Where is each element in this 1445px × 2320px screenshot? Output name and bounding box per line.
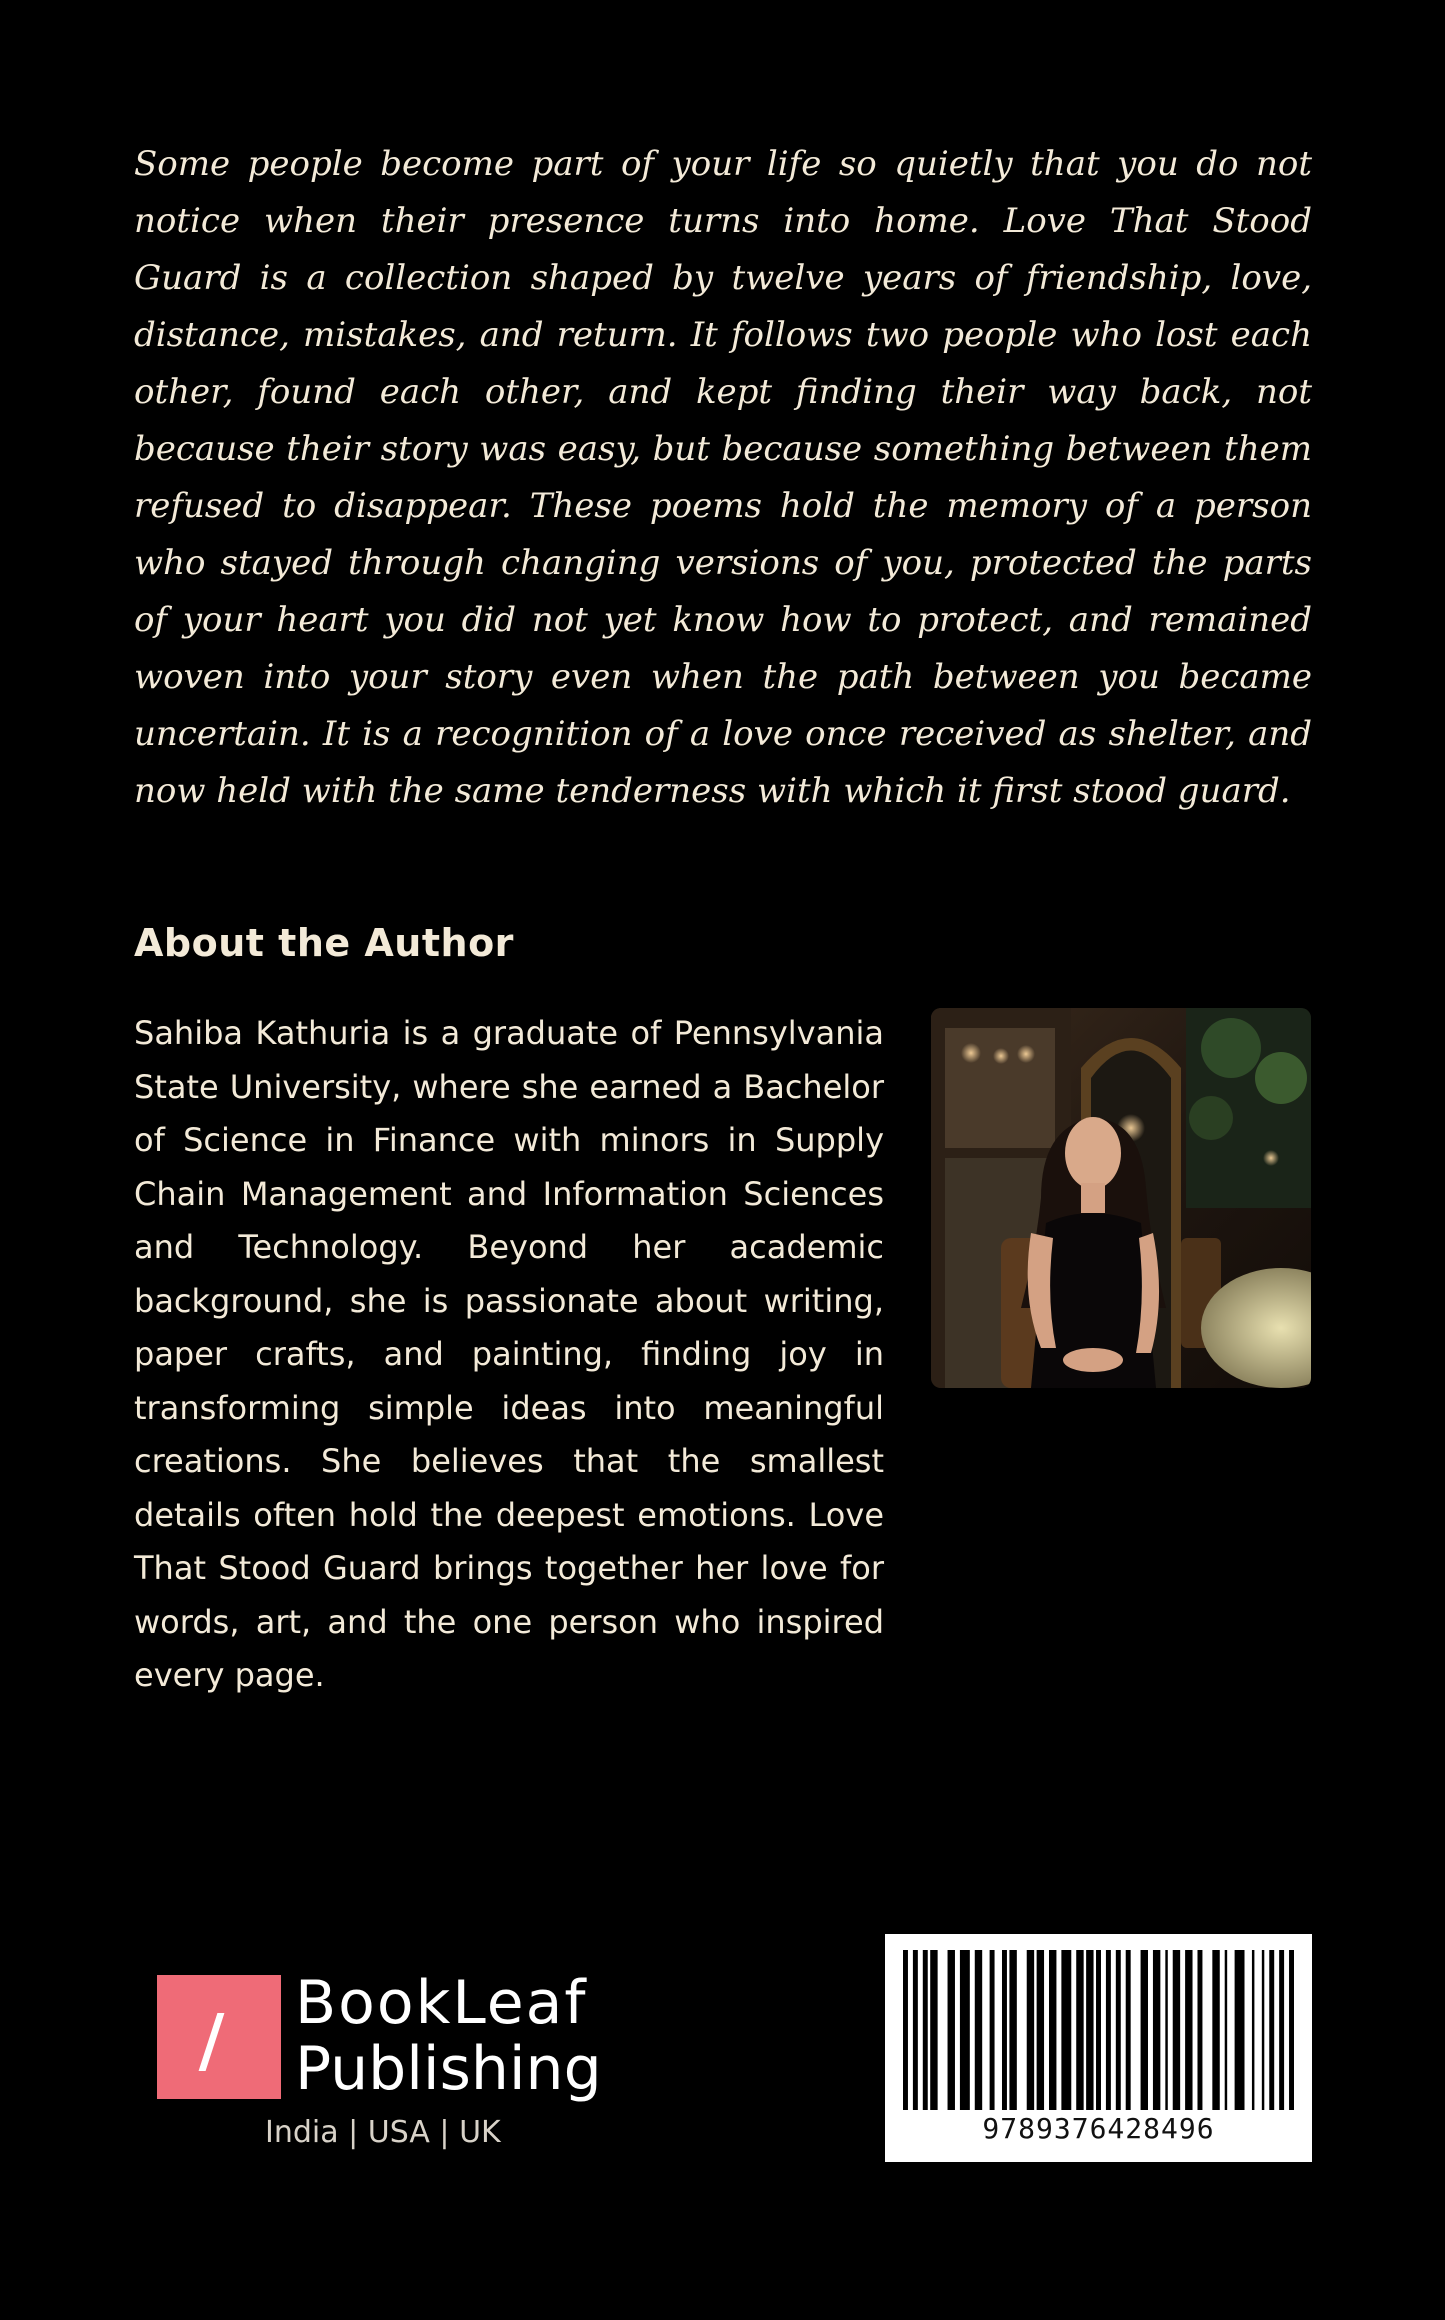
isbn-number: 9789376428496 <box>982 2112 1215 2145</box>
author-photo <box>931 1008 1311 1388</box>
about-author-heading: About the Author <box>134 921 514 965</box>
publisher-logo <box>157 1970 617 2160</box>
publisher-name-line1: BookLeaf <box>295 1968 588 2038</box>
slash-icon <box>199 2013 225 2071</box>
barcode-bars <box>903 1950 1294 2110</box>
publisher-name-line2: Publishing <box>295 2034 602 2104</box>
back-cover-blurb: Some people become part of your life so quietly that you do not notice when their presence turns into home. Love That Stood Guard is a collection shaped by twelve years of friendship, love, distance, mistakes, and return. It follows two people who lost each other, found each other, and kept finding their way back, not because their story was easy, but because something between them refused to disappear. These poems hold the memory of a person who stayed through changing versions of you, protected the parts of your heart you did not yet know how to protect, and remained woven into your story even when the path between you became uncertain. It is a recognition of a love once received as shelter, and now held with the same tenderness with which it first stood guard. <box>134 144 1312 811</box>
publisher-logo-mark <box>157 1975 281 2099</box>
publisher-regions: India | USA | UK <box>265 2115 501 2150</box>
isbn-barcode <box>885 1934 1312 2162</box>
author-bio: Sahiba Kathuria is a graduate of Pennsylvania State University, where she earned a Bachelor of Science in Finance with minors in Supply Chain Management and Information Sciences and Technology. Beyond her academic background, she is passionate about writing, paper crafts, and painting, finding joy in transforming simple ideas into meaningful creations. She believes that the smallest details often hold the deepest emotions. Love That Stood Guard brings together her love for words, art, and the one person who inspired every page. <box>134 1014 884 1694</box>
